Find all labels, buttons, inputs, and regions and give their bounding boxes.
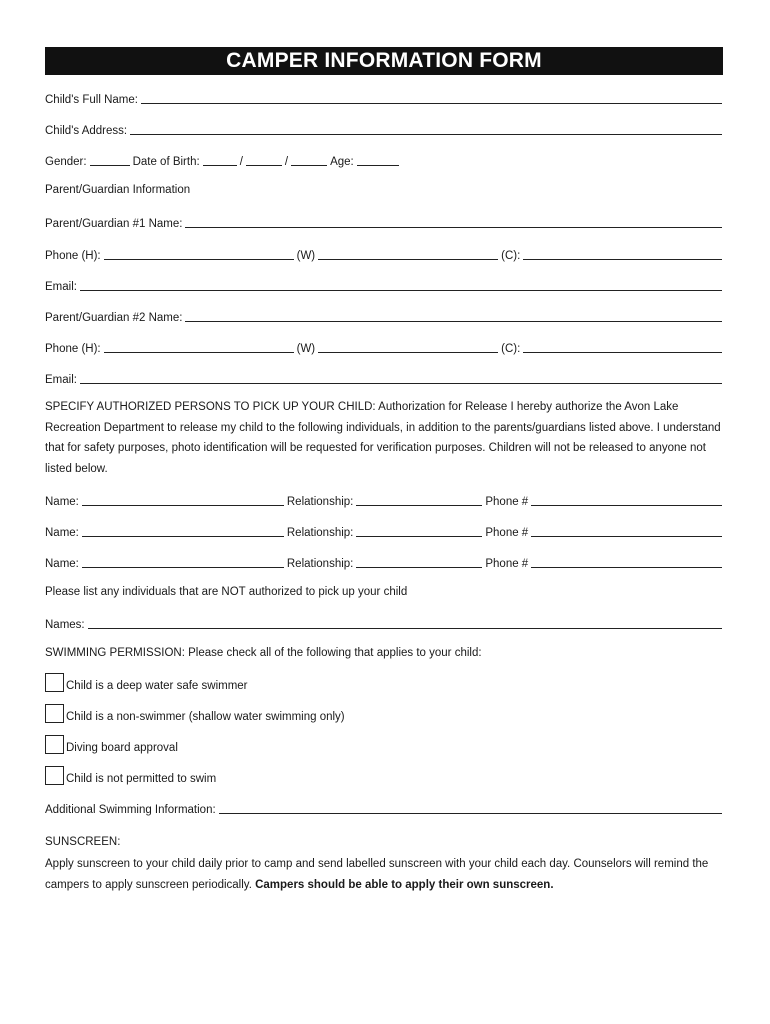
pickup-relationship-label: Relationship:	[286, 558, 354, 570]
guardian1-email-row	[45, 277, 725, 293]
guardian2-phone-row	[45, 339, 725, 355]
age-label: Age:	[330, 156, 354, 168]
not-authorized-names-field[interactable]	[88, 628, 722, 629]
child-name-label: Child's Full Name:	[45, 94, 138, 106]
pickup-row	[45, 523, 725, 539]
child-address-label: Child's Address:	[45, 125, 128, 137]
pickup-name-field[interactable]	[82, 505, 284, 506]
not-authorized-names-row	[45, 615, 725, 631]
pickup-relationship-label: Relationship:	[286, 527, 354, 539]
guardian2-email-row	[45, 370, 725, 386]
additional-swim-row	[45, 800, 725, 816]
pickup-row	[45, 492, 725, 508]
swim-option-label: Diving board approval	[66, 742, 178, 754]
guardian2-email-field[interactable]	[80, 383, 722, 384]
swim-option-row	[45, 701, 345, 723]
guardian2-phone-home-field[interactable]	[104, 352, 294, 353]
guardian1-phone-row	[45, 246, 725, 262]
sunscreen-heading: SUNSCREEN:	[45, 836, 121, 848]
child-name-field[interactable]	[141, 103, 722, 104]
pickup-phone-label: Phone #	[485, 527, 529, 539]
swim-option-label: Child is not permitted to swim	[66, 773, 217, 785]
guardian2-name-row	[45, 308, 725, 324]
swim-option-row	[45, 732, 178, 754]
pickup-relationship-field[interactable]	[356, 536, 482, 537]
pickup-relationship-label: Relationship:	[286, 496, 354, 508]
phone-work-label: (W)	[296, 250, 316, 262]
guardian2-name-field[interactable]	[185, 321, 722, 322]
dob-month-field[interactable]	[203, 165, 237, 166]
child-name-row	[45, 90, 725, 106]
guardian1-phone-cell-field[interactable]	[523, 259, 722, 260]
child-address-field[interactable]	[130, 134, 722, 135]
pickup-name-label: Name:	[45, 496, 79, 508]
sunscreen-paragraph	[45, 854, 725, 895]
guardian2-phone-cell-field[interactable]	[523, 352, 722, 353]
guardian2-phone-work-field[interactable]	[318, 352, 498, 353]
phone-home-label: Phone (H):	[45, 250, 101, 262]
swim-option-label: Child is a deep water safe swimmer	[66, 680, 248, 692]
pickup-phone-label: Phone #	[485, 496, 529, 508]
sunscreen-text: Apply sunscreen to your child daily prior to camp and send labelled sunscreen with your child each day. Counselors will remind the campers to apply sunscreen periodically.	[45, 858, 709, 891]
gender-label: Gender:	[45, 156, 87, 168]
age-field[interactable]	[357, 165, 399, 166]
pickup-name-label: Name:	[45, 527, 79, 539]
guardian1-name-label: Parent/Guardian #1 Name:	[45, 218, 183, 230]
dob-year-field[interactable]	[291, 165, 327, 166]
pickup-name-field[interactable]	[82, 567, 284, 568]
guardian1-name-row	[45, 214, 725, 230]
pickup-relationship-field[interactable]	[356, 505, 482, 506]
pickup-phone-field[interactable]	[531, 536, 722, 537]
swim-non-swimmer-checkbox[interactable]	[45, 704, 64, 723]
pickup-name-label: Name:	[45, 558, 79, 570]
swim-deep-water-checkbox[interactable]	[45, 673, 64, 692]
form-title: CAMPER INFORMATION FORM	[45, 47, 723, 75]
pickup-relationship-field[interactable]	[356, 567, 482, 568]
guardian1-phone-home-field[interactable]	[104, 259, 294, 260]
pickup-phone-field[interactable]	[531, 505, 722, 506]
email-label: Email:	[45, 374, 77, 386]
child-address-row	[45, 121, 725, 137]
phone-work-label: (W)	[296, 343, 316, 355]
sunscreen-bold-text: Campers should be able to apply their own sunscreen.	[255, 878, 554, 891]
dob-day-field[interactable]	[246, 165, 282, 166]
guardian1-phone-work-field[interactable]	[318, 259, 498, 260]
pickup-phone-field[interactable]	[531, 567, 722, 568]
pickup-name-field[interactable]	[82, 536, 284, 537]
swim-diving-board-checkbox[interactable]	[45, 735, 64, 754]
phone-cell-label: (C):	[501, 250, 521, 262]
phone-home-label: Phone (H):	[45, 343, 101, 355]
gender-field[interactable]	[90, 165, 130, 166]
guardian1-name-field[interactable]	[185, 227, 722, 228]
dob-slash: /	[239, 156, 243, 168]
pickup-row	[45, 554, 725, 570]
phone-cell-label: (C):	[501, 343, 521, 355]
swimming-heading: SWIMMING PERMISSION: Please check all of the following that applies to your child:	[45, 647, 482, 659]
names-label: Names:	[45, 619, 85, 631]
guardian1-email-field[interactable]	[80, 290, 722, 291]
swim-option-label: Child is a non-swimmer (shallow water swimming only)	[66, 711, 345, 723]
gender-dob-row	[45, 152, 725, 168]
swim-option-row	[45, 763, 216, 785]
pickup-phone-label: Phone #	[485, 558, 529, 570]
additional-swim-field[interactable]	[219, 813, 722, 814]
additional-swim-label: Additional Swimming Information:	[45, 804, 216, 816]
email-label: Email:	[45, 281, 77, 293]
not-authorized-heading: Please list any individuals that are NOT authorized to pick up your child	[45, 586, 408, 598]
guardian-heading: Parent/Guardian Information	[45, 184, 191, 196]
dob-label: Date of Birth:	[132, 156, 200, 168]
swim-option-row	[45, 670, 248, 692]
pickup-authorization-paragraph: SPECIFY AUTHORIZED PERSONS TO PICK UP YOUR CHILD: Authorization for Release I hereby authorize the Avon Lake Recreation Department to release my child to the following individuals, in addition to the parents/guardians listed above. I understand that for safety purposes, photo identification will be requested for verification purposes. Children will not be released to anyone not listed below.	[45, 401, 721, 476]
guardian2-name-label: Parent/Guardian #2 Name:	[45, 312, 183, 324]
swim-not-permitted-checkbox[interactable]	[45, 766, 64, 785]
dob-slash: /	[284, 156, 289, 168]
